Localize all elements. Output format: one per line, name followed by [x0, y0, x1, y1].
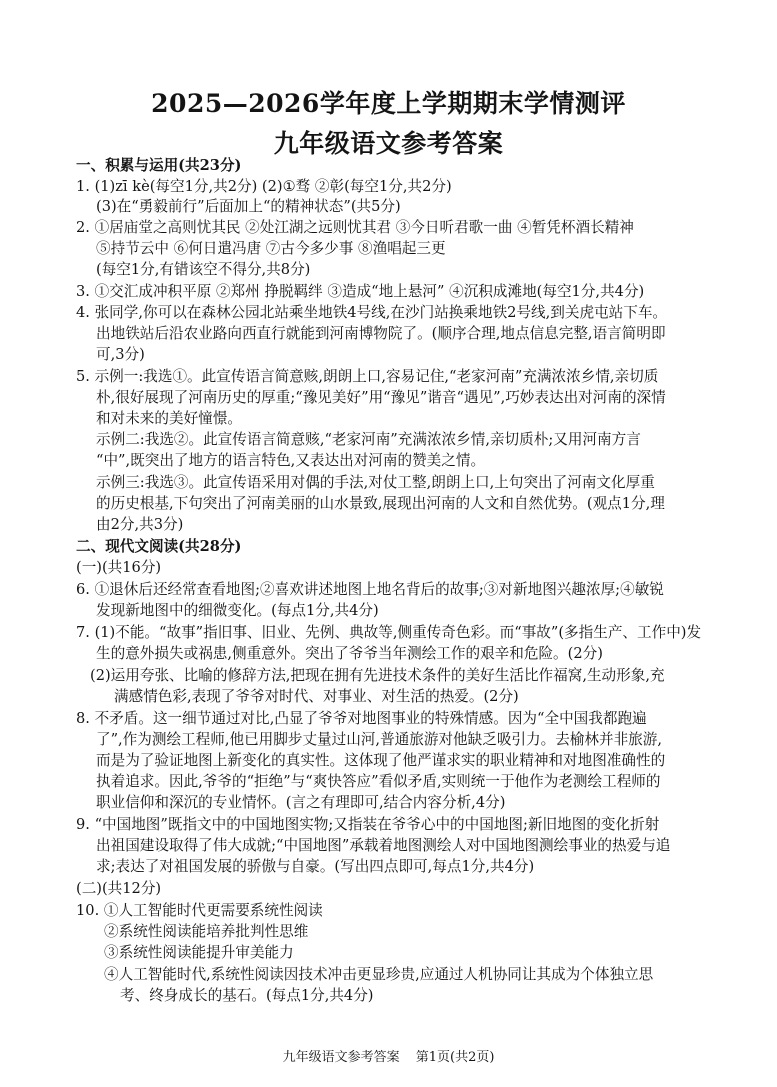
- answer-line: 2. ①居庙堂之高则忧其民 ②处江湖之远则忧其君 ③今日听君歌一曲 ④暂凭杯酒长精神: [76, 219, 634, 236]
- answer-line: 示例二:我选②。此宣传语言简意赅,“老家河南”充满浓浓乡情,亲切质朴;又用河南方言: [96, 431, 641, 448]
- answer-line: 可,3分): [96, 346, 145, 363]
- answer-line: (3)在“勇毅前行”后面加上“的精神状态”(共5分): [96, 198, 401, 215]
- answer-line: 1. (1)zī kè(每空1分,共2分) (2)①骛 ②彰(每空1分,共2分): [76, 178, 452, 195]
- answer-line: ⑤持节云中 ⑥何日遣冯唐 ⑦古今多少事 ⑧渔唱起三更: [96, 240, 446, 257]
- section-heading: 一、积累与运用(共23分): [76, 157, 242, 174]
- answer-line: (2)运用夸张、比喻的修辞方法,把现在拥有先进技术条件的美好生活比作福窝,生动形象,充: [90, 667, 665, 684]
- answer-line: 6. ①退休后还经常查看地图;②喜欢讲述地图上地名背后的故事;③对新地图兴趣浓厚;④敏锐: [76, 581, 664, 598]
- answer-line: (二)(共12分): [76, 880, 162, 897]
- answer-line: (每空1分,有错该空不得分,共8分): [96, 261, 311, 278]
- answer-line: 的历史根基,下句突出了河南美丽的山水景致,展现出河南的人文和自然优势。(观点1分,理: [96, 495, 665, 512]
- answer-line: 出地铁站后沿农业路向西直行就能到河南博物院了。(顺序合理,地点信息完整,语言简明即: [96, 325, 666, 342]
- answer-line: 朴,很好展现了河南历史的厚重;“豫见美好”用“豫见”谐音“遇见”,巧妙表达出对河南的深情: [96, 389, 666, 406]
- answer-line: 5. 示例一:我选①。此宣传语言简意赅,朗朗上口,容易记住,“老家河南”充满浓浓乡情,亲切质: [76, 368, 659, 385]
- answer-line: 10. ①人工智能时代更需要系统性阅读: [76, 902, 323, 919]
- answer-line: 8. 不矛盾。这一细节通过对比,凸显了爷爷对地图事业的特殊情感。因为“全中国我都跑遍: [76, 710, 647, 727]
- answer-line: 求;表达了对祖国发展的骄傲与自豪。(写出四点即可,每点1分,共4分): [96, 858, 535, 875]
- answer-line: 职业信仰和深沉的专业情怀。(言之有理即可,结合内容分析,4分): [96, 794, 506, 811]
- answer-line: 发现新地图中的细微变化。(每点1分,共4分): [96, 602, 379, 619]
- answer-line: ④人工智能时代,系统性阅读因技术冲击更显珍贵,应通过人机协同让其成为个体独立思: [104, 966, 654, 983]
- answer-line: (一)(共16分): [76, 559, 162, 576]
- page-subtitle: 九年级语文参考答案: [273, 129, 504, 158]
- answer-line: ③系统性阅读能提升审美能力: [104, 944, 294, 961]
- footer-title: 九年级语文参考答案: [282, 1050, 400, 1065]
- answer-line: 示例三:我选③。此宣传语采用对偶的手法,对仗工整,朗朗上口,上句突出了河南文化厚重: [96, 474, 655, 491]
- answer-line: 出祖国建设取得了伟大成就;“中国地图”承载着地图测绘人对中国地图测绘事业的热爱与追: [96, 837, 671, 854]
- answer-line: 而是为了验证地图上新变化的真实性。这体现了他严谨求实的职业精神和对地图准确性的: [96, 752, 666, 769]
- page-footer: [0, 1046, 777, 1065]
- answer-line: 了”,作为测绘工程师,他已用脚步丈量过山河,普通旅游对他缺乏吸引力。去榆林并非旅游,: [96, 731, 662, 748]
- answer-line: 考、终身成长的基石。(每点1分,共4分): [120, 987, 374, 1004]
- answer-line: 和对未来的美好憧憬。: [96, 410, 242, 427]
- answer-line: 生的意外损失或祸患,侧重意外。突出了爷爷当年测绘工作的艰辛和危险。(2分): [96, 645, 603, 662]
- answer-line: 执着追求。因此,爷爷的“拒绝”与“爽快答应”看似矛盾,实则统一于他作为老测绘工程师的: [96, 773, 661, 790]
- answer-line: 4. 张同学,你可以在森林公园北站乘坐地铁4号线,在沙门站换乘地铁2号线,到关虎屯站下车。: [76, 304, 668, 321]
- answer-line: 满感情色彩,表现了爷爷对时代、对事业、对生活的热爱。(2分): [114, 688, 519, 705]
- answer-line: 9. “中国地图”既指文中的中国地图实物;又指装在爷爷心中的中国地图;新旧地图的变化折射: [76, 816, 660, 833]
- answer-line: “中”,既突出了地方的语言特色,又表达出对河南的赞美之情。: [96, 452, 486, 469]
- answer-line: 由2分,共3分): [96, 516, 184, 533]
- answer-line: 3. ①交汇成冲积平原 ②郑州 挣脱羁绊 ③造成“地上悬河” ④沉积成滩地(每空1分,共4分): [76, 283, 645, 300]
- section-heading: 二、现代文阅读(共28分): [76, 538, 242, 555]
- answer-line: 7. (1)不能。“故事”指旧事、旧业、先例、典故等,侧重传奇色彩。而“事故”(多指生产、工作中)发: [76, 624, 702, 641]
- answer-line: ②系统性阅读能培养批判性思维: [104, 923, 309, 940]
- page-title: 2025—2026学年度上学期期末学情测评: [151, 89, 626, 118]
- footer-page-number: 第1页(共2页): [415, 1050, 495, 1065]
